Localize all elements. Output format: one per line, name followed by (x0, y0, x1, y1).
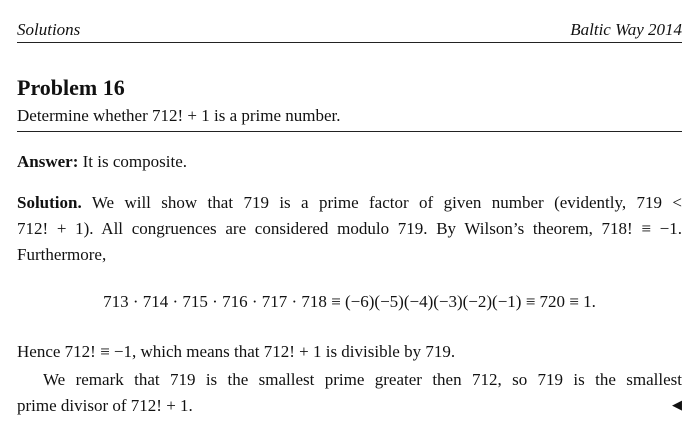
remark-line-2: prime divisor of 712! + 1. (17, 396, 193, 415)
solution-line-3: Furthermore, (17, 245, 107, 264)
display-equation: 713 · 714 · 715 · 716 · 717 · 718 ≡ (−6)(−5)(−4)(−3)(−2)(−1) ≡ 720 ≡ 1. (103, 292, 596, 311)
solution-line-4: Hence 712! ≡ −1, which means that 712! + 1 is divisible by 719. (17, 342, 456, 361)
running-header (17, 18, 682, 43)
problem-statement: Determine whether 712! + 1 is a prime number. (17, 106, 341, 125)
header-section-title: Solutions (17, 20, 81, 39)
answer-text: It is composite. (82, 152, 187, 171)
solution-line-1-text: We will show that 719 is a prime factor of given number (evidently, 719 < (91, 193, 683, 212)
solution-line-2: 712! + 1). All congruences are considered modulo 719. By Wilson’s theorem, 718! ≡ −1. (17, 219, 682, 238)
answer-label: Answer: (17, 152, 79, 171)
remark-line-1: We remark that 719 is the smallest prime greater then 712, so 719 is the smallest (43, 370, 682, 389)
problem-title: Problem 16 (17, 75, 125, 100)
problem-statement-block (17, 105, 682, 132)
end-of-proof-icon: ◀ (672, 398, 682, 413)
header-competition-name: Baltic Way 2014 (570, 20, 682, 39)
answer-paragraph (17, 152, 187, 172)
document-page (17, 0, 682, 430)
solution-line-1 (17, 193, 682, 213)
solution-label: Solution. (17, 193, 82, 212)
